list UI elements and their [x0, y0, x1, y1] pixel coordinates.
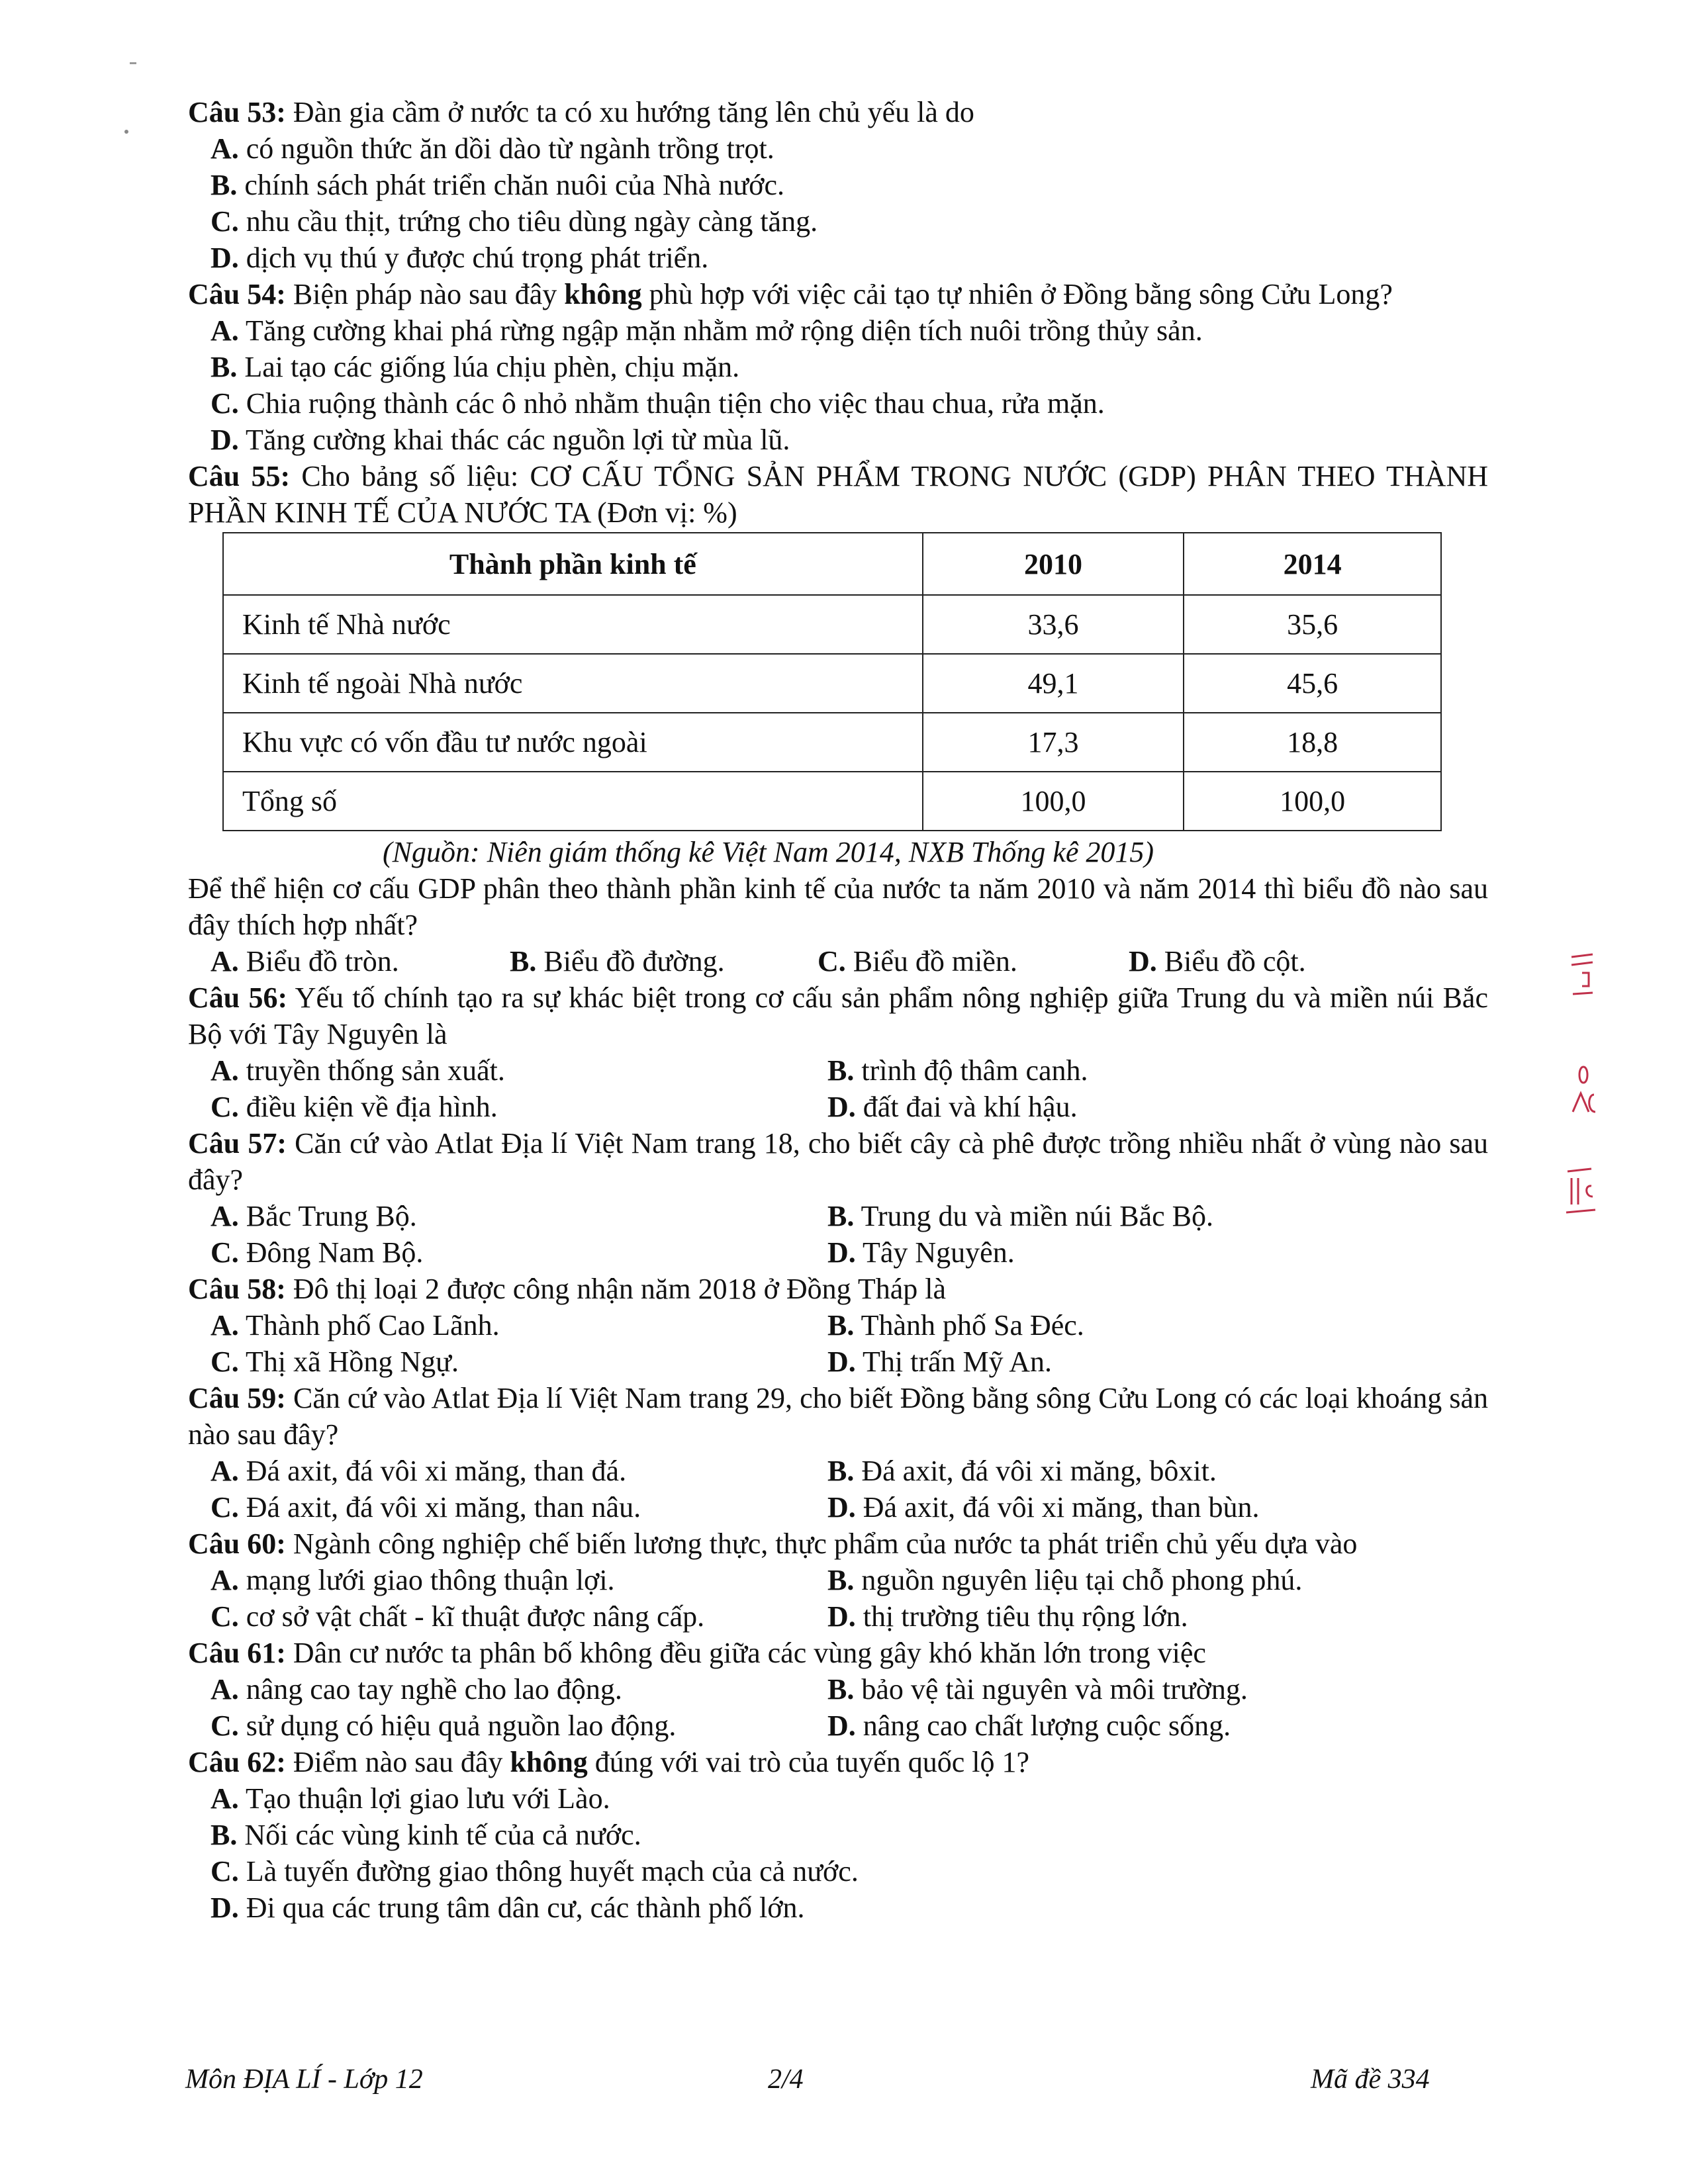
option-b: B. Biểu đồ đường.	[510, 945, 725, 978]
option-b: B. Lai tạo các giống lúa chịu phèn, chịu mặn.	[211, 351, 740, 383]
options-row	[211, 1089, 1488, 1125]
question-stem: Căn cứ vào Atlat Địa lí Việt Nam trang 18, cho biết cây cà phê được trồng nhiều nhất ở vùng nào sau đây?	[188, 1127, 1488, 1196]
question-57	[188, 1125, 1488, 1271]
options-row	[211, 1343, 1488, 1380]
question-number: Câu 59:	[188, 1382, 286, 1414]
question-number: Câu 53:	[188, 96, 286, 128]
option-c: C. Biểu đồ miền.	[818, 945, 1017, 978]
table-cell: Khu vực có vốn đầu tư nước ngoài	[223, 713, 923, 772]
footer-page-number: 2/4	[768, 2064, 804, 2095]
table-cell: 45,6	[1184, 654, 1441, 713]
option-c: C. sử dụng có hiệu quả nguồn lao động.	[211, 1709, 677, 1742]
question-stem: Căn cứ vào Atlat Địa lí Việt Nam trang 29, cho biết Đồng bằng sông Cửu Long có các loại khoáng sản nào sau đây?	[188, 1382, 1488, 1451]
question-stem: Đàn gia cầm ở nước ta có xu hướng tăng lên chủ yếu là do	[285, 96, 974, 128]
footer-subject: Môn ĐỊA LÍ - Lớp 12	[185, 2064, 423, 2095]
option-a: A. Biểu đồ tròn.	[211, 945, 399, 978]
emphasis-word: không	[510, 1746, 588, 1778]
option-a: A. Tăng cường khai phá rừng ngập mặn nhằm mở rộng diện tích nuôi trồng thủy sản.	[211, 314, 1203, 347]
footer-exam-code: Mã đề 334	[1311, 2064, 1430, 2095]
question-61	[188, 1635, 1488, 1744]
question-prompt: Để thể hiện cơ cấu GDP phân theo thành phần kinh tế của nước ta năm 2010 và năm 2014 thì biểu đồ nào sau đây thích hợp nhất?	[188, 872, 1488, 941]
option-b: B. Nối các vùng kinh tế của cả nước.	[211, 1819, 641, 1851]
option-d: D. Tăng cường khai thác các nguồn lợi từ mùa lũ.	[211, 424, 790, 456]
option-d: D. Biểu đồ cột.	[1129, 945, 1306, 978]
option-d: D. Thị trấn Mỹ An.	[827, 1345, 1052, 1378]
option-c: C. điều kiện về địa hình.	[211, 1091, 498, 1123]
question-58	[188, 1271, 1488, 1380]
table-cell: Kinh tế ngoài Nhà nước	[223, 654, 923, 713]
question-60	[188, 1525, 1488, 1635]
question-62: Câu 62: Điểm nào sau đây không đúng với vai trò của tuyến quốc lộ 1? A. Tạo thuận lợi giao lưu với Lào. B. Nối các vùng kinh tế của cả nước. C. Là tuyến đường giao thông huyết mạch của cả nước. D. Đi qua các trung tâm dân cư, các thành phố lớn.	[188, 1744, 1488, 1926]
option-b: B. bảo vệ tài nguyên và môi trường.	[827, 1673, 1248, 1706]
option-d: D. Đá axit, đá vôi xi măng, than bùn.	[827, 1491, 1260, 1524]
options-row	[211, 1052, 1488, 1089]
option-b: B. trình độ thâm canh.	[827, 1054, 1088, 1087]
option-a: A. có nguồn thức ăn dồi dào từ ngành trồng trọt.	[211, 132, 774, 165]
questions-block	[188, 94, 1488, 1926]
table-row	[223, 654, 1441, 713]
table-row	[223, 595, 1441, 654]
table-row	[223, 713, 1441, 772]
options-row	[211, 1562, 1488, 1598]
options-row	[211, 1598, 1488, 1635]
options-row	[211, 1453, 1488, 1489]
table-cell: 100,0	[923, 772, 1184, 831]
option-a: A. Bắc Trung Bộ.	[211, 1200, 417, 1232]
question-55	[188, 458, 1488, 979]
gdp-structure-table	[222, 532, 1442, 831]
table-cell: Kinh tế Nhà nước	[223, 595, 923, 654]
option-c: C. nhu cầu thịt, trứng cho tiêu dùng ngày càng tăng.	[211, 205, 818, 238]
option-d: D. Đi qua các trung tâm dân cư, các thành phố lớn.	[211, 1891, 805, 1924]
option-a: A. mạng lưới giao thông thuận lợi.	[211, 1564, 615, 1596]
option-b: B. chính sách phát triển chăn nuôi của Nhà nước.	[211, 169, 784, 201]
question-number: Câu 58:	[188, 1273, 286, 1305]
table-header: 2014	[1184, 533, 1441, 595]
question-stem: Ngành công nghiệp chế biến lương thực, thực phẩm của nước ta phát triển chủ yếu dựa vào	[285, 1527, 1358, 1560]
question-53	[188, 94, 1488, 276]
option-b: B. Đá axit, đá vôi xi măng, bôxit.	[827, 1455, 1217, 1487]
option-c: C. Đông Nam Bộ.	[211, 1236, 424, 1269]
options-row	[211, 1307, 1488, 1343]
question-number: Câu 61:	[188, 1637, 286, 1669]
table-row	[223, 772, 1441, 831]
table-header-row	[223, 533, 1441, 595]
question-59	[188, 1380, 1488, 1525]
question-number: Câu 54:	[188, 278, 286, 310]
emphasis-word: không	[564, 278, 642, 310]
options-row	[211, 1671, 1488, 1707]
option-a: A. Đá axit, đá vôi xi măng, than đá.	[211, 1455, 627, 1487]
scan-dot	[124, 130, 128, 134]
question-number: Câu 62:	[188, 1746, 286, 1778]
option-b: B. Trung du và miền núi Bắc Bộ.	[827, 1200, 1214, 1232]
option-c: C. Đá axit, đá vôi xi măng, than nâu.	[211, 1491, 641, 1524]
option-a: A. truyền thống sản xuất.	[211, 1054, 505, 1087]
table-cell: 100,0	[1184, 772, 1441, 831]
option-c: C. Là tuyến đường giao thông huyết mạch của cả nước.	[211, 1855, 859, 1888]
options-row	[211, 1234, 1488, 1271]
option-b: B. Thành phố Sa Đéc.	[827, 1309, 1084, 1342]
table-header: Thành phần kinh tế	[223, 533, 923, 595]
option-d: D. nâng cao chất lượng cuộc sống.	[827, 1709, 1231, 1742]
option-d: D. Tây Nguyên.	[827, 1236, 1015, 1269]
question-stem: Dân cư nước ta phân bố không đều giữa các vùng gây khó khăn lớn trong việc	[285, 1637, 1206, 1669]
table-source: (Nguồn: Niên giám thống kê Việt Nam 2014, NXB Thống kê 2015)	[383, 836, 1154, 868]
scan-mark	[130, 62, 136, 64]
option-a: A. nâng cao tay nghề cho lao động.	[211, 1673, 622, 1706]
option-d: D. đất đai và khí hậu.	[827, 1091, 1078, 1123]
table-cell: Tổng số	[223, 772, 923, 831]
question-54: Câu 54: Biện pháp nào sau đây không phù hợp với việc cải tạo tự nhiên ở Đồng bằng sông Cửu Long? A. Tăng cường khai phá rừng ngập mặn nhằm mở rộng diện tích nuôi trồng thủy sản. B. Lai tạo các giống lúa chịu phèn, chịu mặn. C. Chia ruộng thành các ô nhỏ nhằm thuận tiện cho việc thau chua, rửa mặn. D. Tăng cường khai thác các nguồn lợi từ mùa lũ.	[188, 276, 1488, 458]
option-d: D. thị trường tiêu thụ rộng lớn.	[827, 1600, 1188, 1633]
question-number: Câu 55:	[188, 460, 291, 492]
question-number: Câu 60:	[188, 1527, 286, 1560]
options-row	[211, 1489, 1488, 1525]
table-cell: 33,6	[923, 595, 1184, 654]
table-header: 2010	[923, 533, 1184, 595]
question-stem: Yếu tố chính tạo ra sự khác biệt trong cơ cấu sản phẩm nông nghiệp giữa Trung du và miền núi Bắc Bộ với Tây Nguyên là	[188, 981, 1488, 1050]
options-row	[211, 943, 1488, 979]
question-stem: Cho bảng số liệu: CƠ CẤU TỔNG SẢN PHẨM TRONG NƯỚC (GDP) PHÂN THEO THÀNH PHẦN KINH TẾ CỦA NƯỚC TA (Đơn vị: %)	[188, 460, 1488, 529]
question-stem: Đô thị loại 2 được công nhận năm 2018 ở Đồng Tháp là	[285, 1273, 946, 1305]
option-a: A. Tạo thuận lợi giao lưu với Lào.	[211, 1782, 610, 1815]
options-row	[211, 1198, 1488, 1234]
option-c: C. Thị xã Hồng Ngự.	[211, 1345, 459, 1378]
table-cell: 49,1	[923, 654, 1184, 713]
option-a: A. Thành phố Cao Lãnh.	[211, 1309, 500, 1342]
margin-stamp-icon	[1558, 953, 1611, 1231]
option-c: C. Chia ruộng thành các ô nhỏ nhằm thuận tiện cho việc thau chua, rửa mặn.	[211, 387, 1105, 420]
page-footer	[185, 2064, 1443, 2095]
table-cell: 17,3	[923, 713, 1184, 772]
question-56	[188, 979, 1488, 1125]
option-b: B. nguồn nguyên liệu tại chỗ phong phú.	[827, 1564, 1303, 1596]
option-c: C. cơ sở vật chất - kĩ thuật được nâng cấp.	[211, 1600, 705, 1633]
question-number: Câu 57:	[188, 1127, 287, 1160]
table-cell: 35,6	[1184, 595, 1441, 654]
option-d: D. dịch vụ thú y được chú trọng phát triển.	[211, 242, 709, 274]
options-row	[211, 1707, 1488, 1744]
table-cell: 18,8	[1184, 713, 1441, 772]
question-number: Câu 56:	[188, 981, 288, 1014]
